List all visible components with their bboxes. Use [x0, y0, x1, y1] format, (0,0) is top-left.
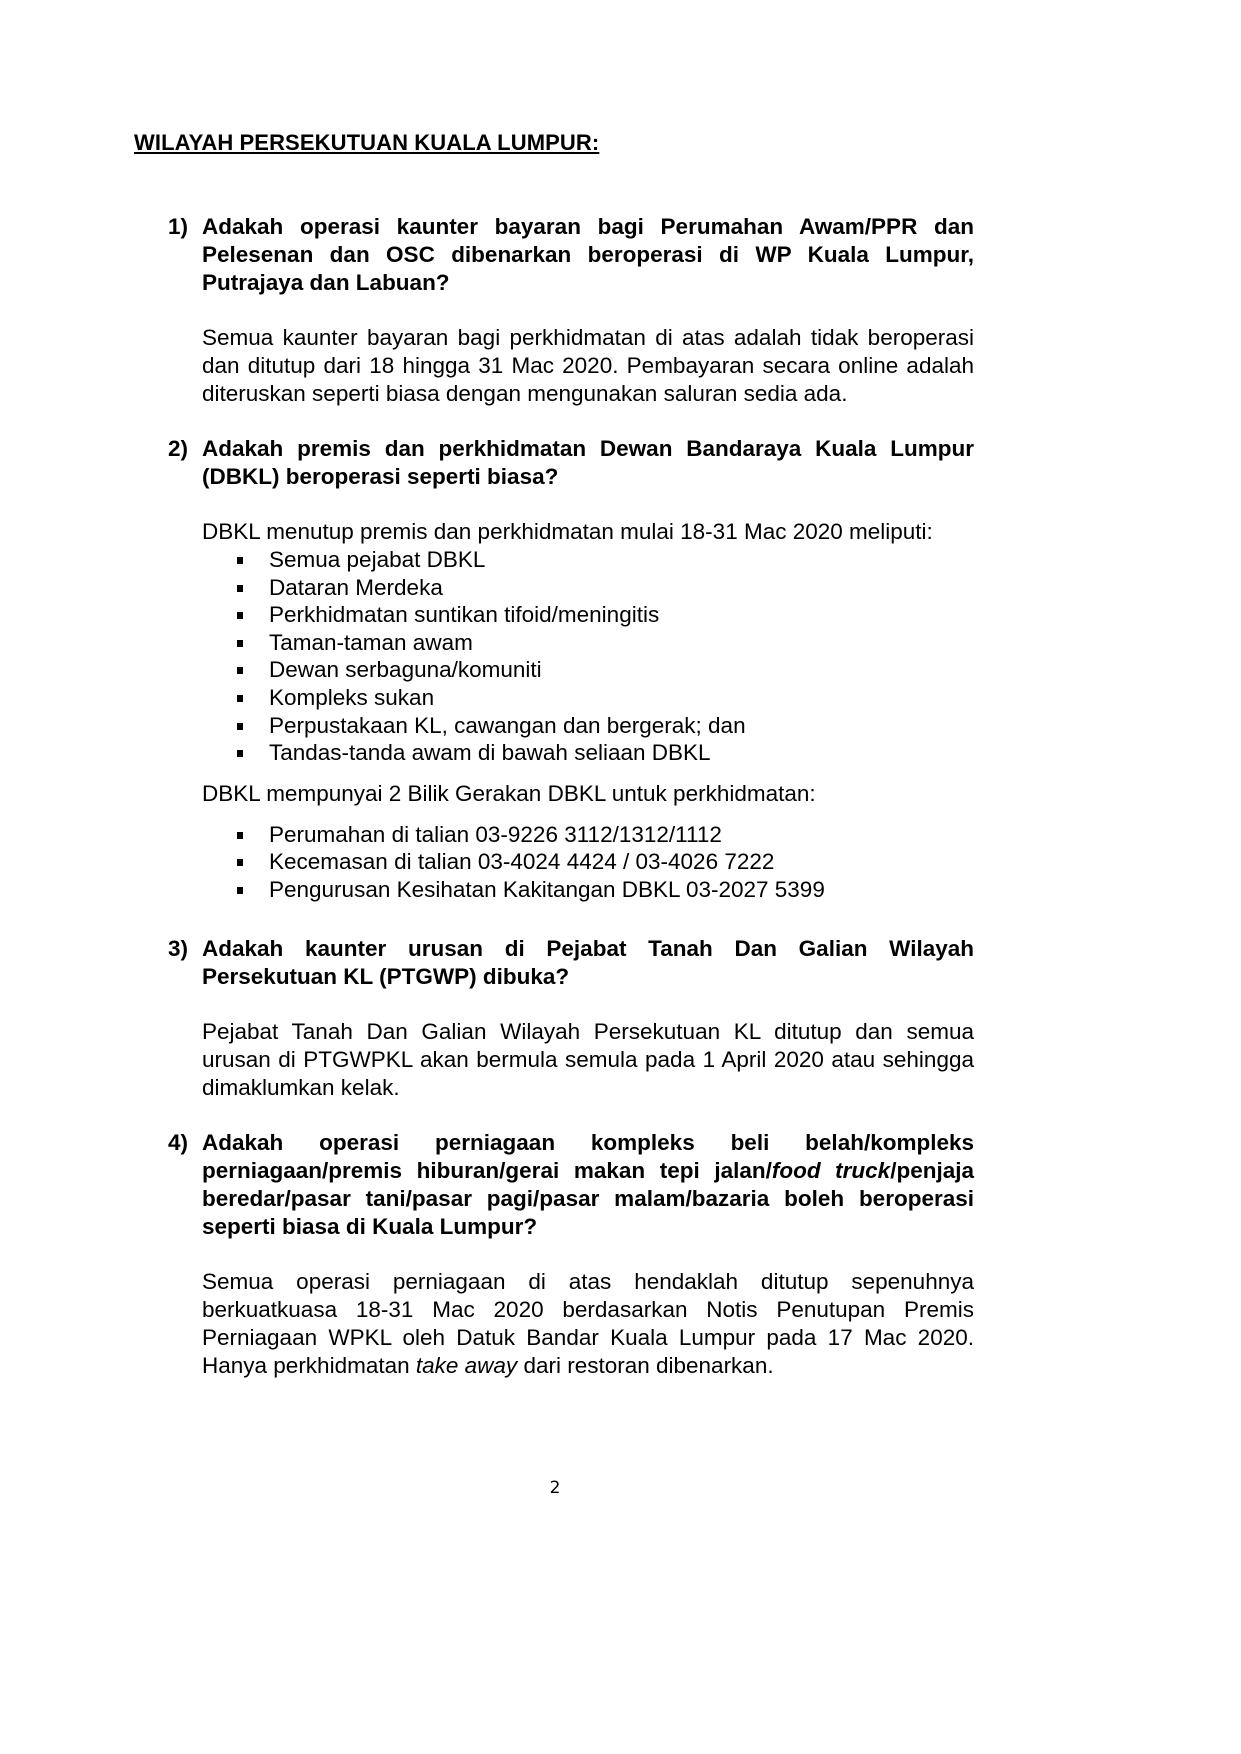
answer-3: Pejabat Tanah Dan Galian Wilayah Persekutuan KL ditutup dan semua urusan di PTGWPKL akan bermula semula pada 1 April 2020 atau sehingga dimaklumkan kelak.: [202, 1019, 974, 1100]
question-text: Adakah kaunter urusan di Pejabat Tanah Dan Galian Wilayah Persekutuan KL (PTGWP) dibuka?: [202, 936, 974, 989]
closed-premises-list: [202, 546, 974, 767]
question-number: 1): [168, 214, 189, 239]
contact-list: [202, 821, 974, 904]
qa-item-2: [168, 435, 974, 904]
bullet-icon: [202, 546, 269, 574]
list-item: Kecemasan di talian 03-4024 4424 / 03-4026 7222: [202, 848, 974, 876]
answer-2-intro2: DBKL mempunyai 2 Bilik Gerakan DBKL untuk perkhidmatan:: [202, 780, 816, 806]
bullet-icon: [202, 656, 269, 684]
bullet-icon: [202, 629, 269, 657]
list-item: Semua pejabat DBKL: [202, 546, 974, 574]
list-item: Taman-taman awam: [202, 629, 974, 657]
list-item: Pengurusan Kesihatan Kakitangan DBKL 03-2027 5399: [202, 876, 974, 904]
qa-item-4: [168, 1129, 974, 1380]
page-title: WILAYAH PERSEKUTUAN KUALA LUMPUR:: [134, 130, 600, 155]
answer-4: Semua operasi perniagaan di atas hendaklah ditutup sepenuhnya berkuatkuasa 18-31 Mac 2020 berdasarkan Notis Penutupan Premis Perniagaan WPKL oleh Datuk Bandar Kuala Lumpur pada 17 Mac 2020. Hanya perkhidmatan take away dari restoran dibenarkan.: [202, 1269, 974, 1378]
question-number: 3): [168, 936, 189, 961]
question-text: Adakah operasi kaunter bayaran bagi Perumahan Awam/PPR dan Pelesenan dan OSC dibenarkan beroperasi di WP Kuala Lumpur, Putrajaya dan Labuan?: [202, 214, 974, 295]
list-item: Perkhidmatan suntikan tifoid/meningitis: [202, 601, 974, 629]
bullet-icon: [202, 574, 269, 602]
bullet-icon: [202, 848, 269, 876]
page-number: 2: [549, 1478, 561, 1498]
question-text: Adakah premis dan perkhidmatan Dewan Bandaraya Kuala Lumpur (DBKL) beroperasi seperti biasa?: [202, 436, 974, 489]
question-number: 4): [168, 1130, 189, 1155]
list-item: Dataran Merdeka: [202, 574, 974, 602]
question-2: [168, 435, 974, 491]
list-item: Tandas-tanda awam di bawah seliaan DBKL: [202, 739, 974, 767]
question-1: [168, 213, 974, 297]
list-item: Kompleks sukan: [202, 684, 974, 712]
qa-item-1: [168, 213, 974, 408]
question-4: [168, 1129, 974, 1241]
bullet-icon: [202, 712, 269, 740]
answer-1: Semua kaunter bayaran bagi perkhidmatan di atas adalah tidak beroperasi dan ditutup dari 18 hingga 31 Mac 2020. Pembayaran secara online adalah diteruskan seperti biasa dengan mengunakan saluran sedia ada.: [202, 325, 974, 406]
list-item: Perpustakaan KL, cawangan dan bergerak; dan: [202, 712, 974, 740]
bullet-icon: [202, 684, 269, 712]
question-3: [168, 935, 974, 991]
bullet-icon: [202, 739, 269, 767]
bullet-icon: [202, 876, 269, 904]
question-text: Adakah operasi perniagaan kompleks beli belah/kompleks perniagaan/premis hiburan/gerai makan tepi jalan/food truck/penjaja beredar/pasar tani/pasar pagi/pasar malam/bazaria boleh beroperasi seperti biasa di Kuala Lumpur?: [202, 1130, 974, 1239]
qa-item-3: [168, 935, 974, 1102]
list-item: Perumahan di talian 03-9226 3112/1312/1112: [202, 821, 974, 849]
question-number: 2): [168, 436, 189, 461]
answer-2-intro: DBKL menutup premis dan perkhidmatan mulai 18-31 Mac 2020 meliputi:: [202, 519, 933, 544]
list-item: Dewan serbaguna/komuniti: [202, 656, 974, 684]
bullet-icon: [202, 821, 269, 849]
bullet-icon: [202, 601, 269, 629]
